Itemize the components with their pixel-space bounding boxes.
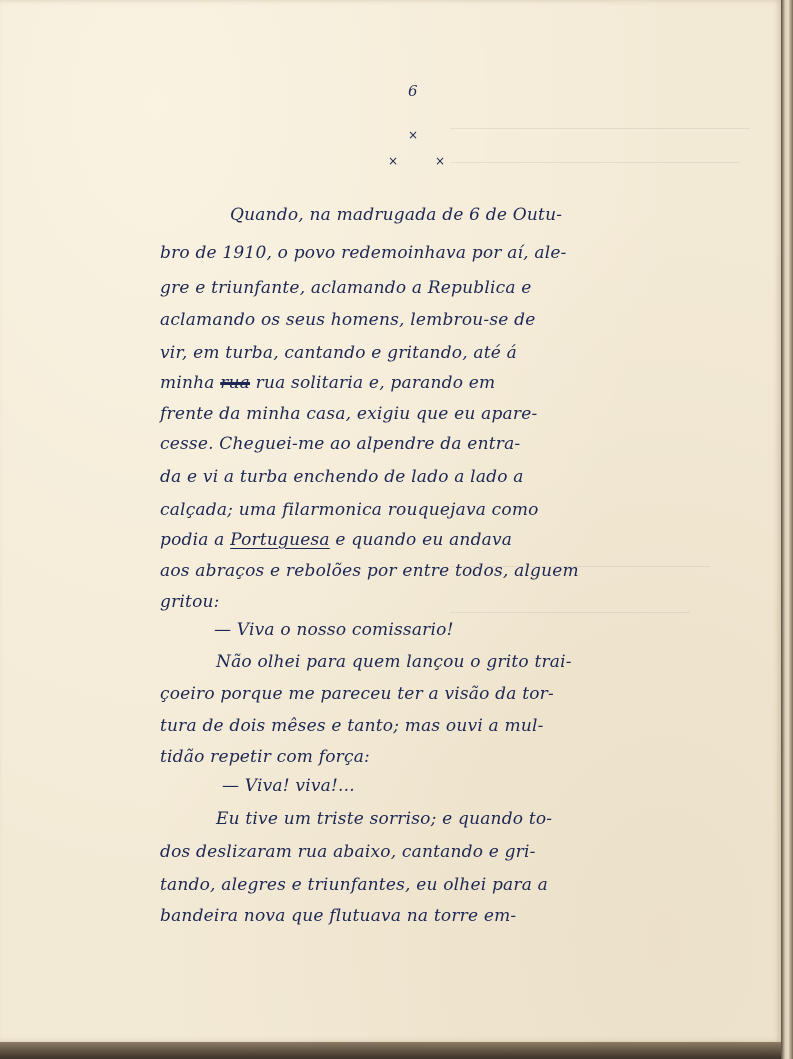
struck-word: rua — [220, 373, 251, 393]
line-text: çoeiro porque me pareceu ter a visão da tor- — [160, 684, 554, 704]
line-text: vir, em turba, cantando e gritando, até á — [160, 343, 517, 363]
text-line — [160, 243, 567, 263]
text-line — [160, 842, 536, 862]
text-line — [216, 652, 572, 672]
line-text: rua solitaria e, parando em — [250, 373, 496, 393]
line-text: podia a — [160, 530, 231, 550]
ornament-cross-right: × — [435, 154, 446, 168]
line-text: frente da minha casa, exigiu que eu apare- — [160, 404, 538, 424]
line-text: tura de dois mêses e tanto; mas ouvi a mul- — [160, 716, 544, 736]
underlined-word: Portuguesa — [230, 530, 330, 550]
text-line — [160, 373, 495, 393]
text-line — [160, 530, 512, 550]
line-text: e quando eu andava — [329, 530, 513, 550]
page-edge-bottom — [0, 1042, 781, 1059]
line-text: Eu tive um triste sorriso; e quando to- — [216, 809, 553, 829]
text-line — [160, 500, 539, 520]
page-edge-right — [781, 0, 793, 1059]
line-text: Não olhei para quem lançou o grito trai- — [216, 652, 572, 672]
line-text: tando, alegres e triunfantes, eu olhei para a — [160, 875, 548, 895]
line-text: minha — [160, 373, 221, 393]
line-text: — Viva o nosso comissario! — [214, 620, 454, 640]
text-line — [160, 684, 554, 704]
text-line — [160, 747, 370, 767]
text-line — [160, 561, 579, 581]
line-text: dos deslizaram rua abaixo, cantando e gri- — [160, 842, 536, 862]
line-text: calçada; uma filarmonica rouquejava como — [160, 500, 539, 520]
line-text: Quando, na madrugada de 6 de Outu- — [230, 205, 563, 225]
text-line — [160, 467, 524, 487]
line-text: — Viva! viva!... — [222, 776, 355, 796]
text-line — [160, 434, 520, 454]
text-line — [160, 716, 544, 736]
text-line — [160, 592, 220, 612]
text-line — [160, 404, 537, 424]
text-line — [160, 875, 548, 895]
ornament-cross-left: × — [388, 154, 399, 168]
text-line — [160, 310, 536, 330]
line-text: bandeira nova que flutuava na torre em- — [160, 906, 517, 926]
text-line — [160, 906, 516, 926]
line-text: bro de 1910, o povo redemoinhava por aí, ale- — [160, 243, 567, 263]
text-line — [160, 343, 517, 363]
line-text: gritou: — [160, 592, 220, 612]
text-line — [230, 205, 562, 225]
text-line — [222, 776, 355, 796]
page-number: 6 — [408, 82, 418, 100]
line-text: gre e triunfante, aclamando a Republica e — [160, 278, 532, 298]
line-text: aos abraços e rebolões por entre todos, alguem — [160, 561, 579, 581]
ornament-cross-top: × — [408, 128, 419, 142]
line-text: tidão repetir com força: — [160, 747, 370, 767]
text-line — [214, 620, 454, 640]
line-text: da e vi a turba enchendo de lado a lado a — [160, 467, 524, 487]
text-line — [160, 278, 532, 298]
line-text: aclamando os seus homens, lembrou-se de — [160, 310, 536, 330]
text-line — [216, 809, 552, 829]
line-text: cesse. Cheguei-me ao alpendre da entra- — [160, 434, 521, 454]
